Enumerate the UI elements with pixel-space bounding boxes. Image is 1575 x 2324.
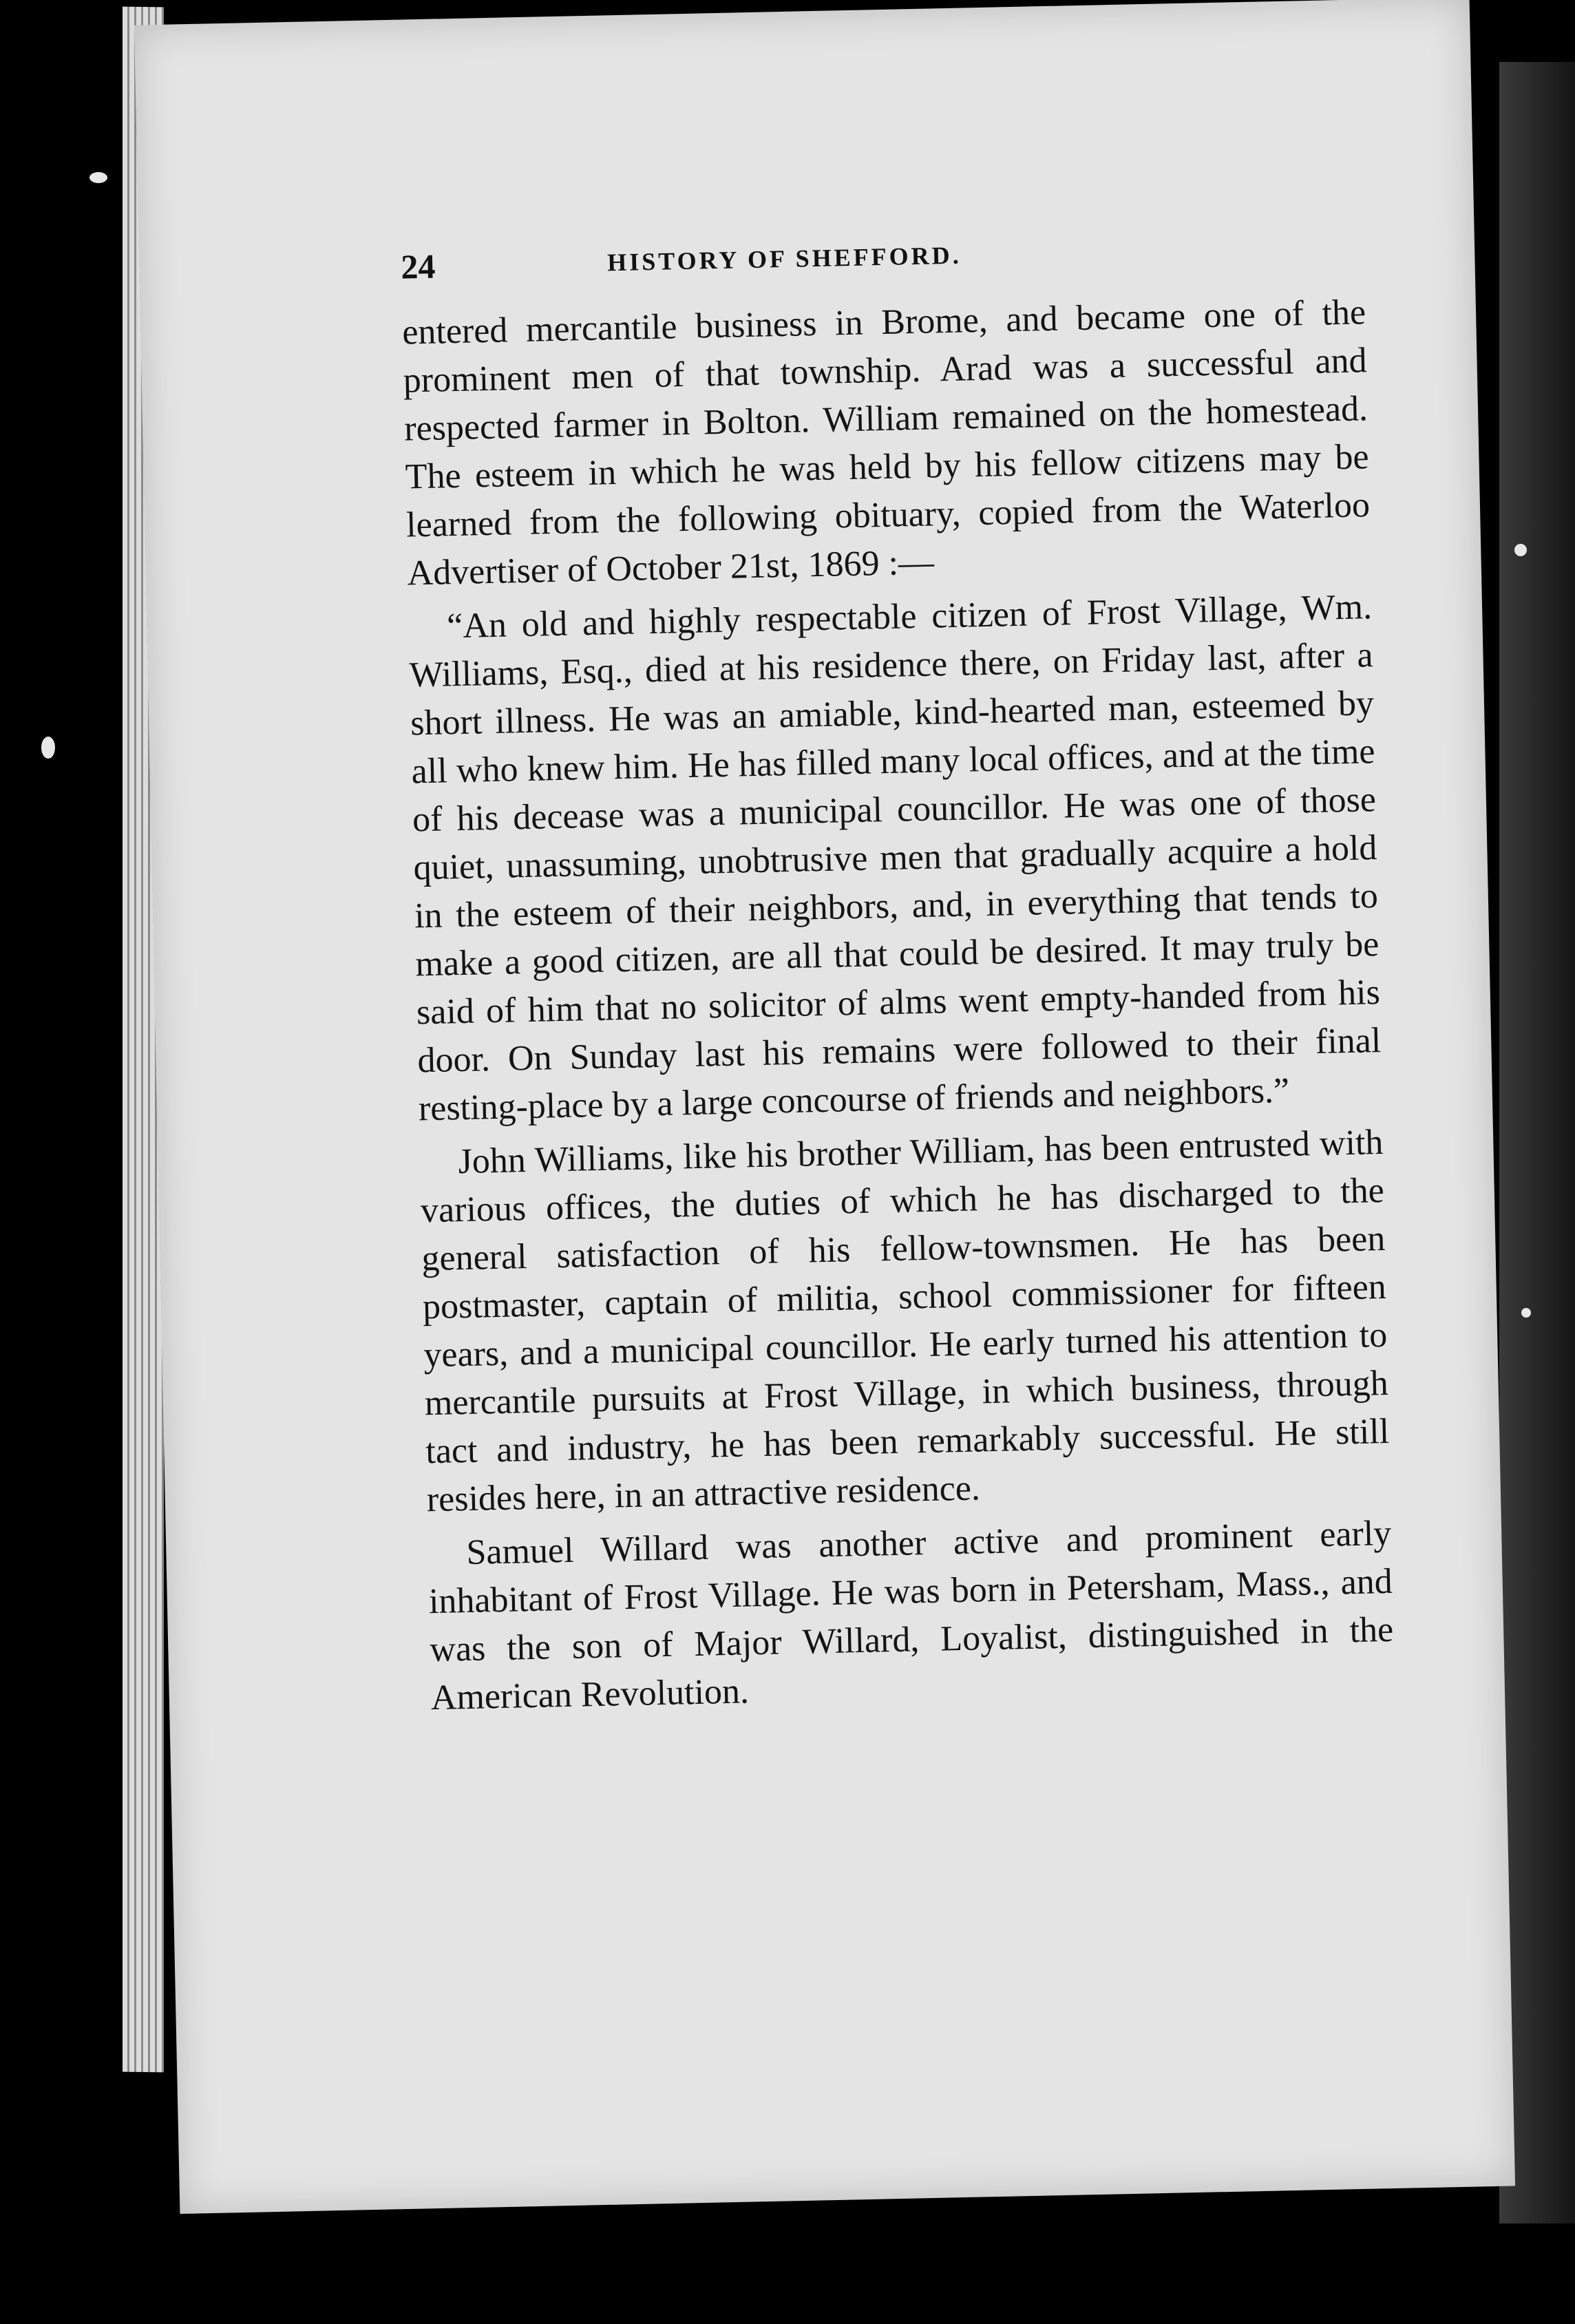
page-shadow bbox=[1499, 62, 1575, 2223]
dust-speck bbox=[89, 172, 107, 183]
dust-speck bbox=[1514, 544, 1527, 556]
dust-speck bbox=[1521, 1308, 1531, 1318]
paragraph-1: entered mercantile business in Brome, and became one of the prominent men of that township. Arad was a successful and respected farmer in Bolton. William remained on the homestead. The esteem in which he was held by his fellow citizens may be learned from the following obituary, copied from the Waterloo Advertiser of October 21st, 1869 :— bbox=[401, 293, 1371, 593]
running-head: HISTORY OF SHEFFORD. bbox=[606, 241, 962, 277]
body-text bbox=[402, 288, 1395, 1728]
paragraph-3: John Williams, like his brother William, has been entrusted with various offices, the duties of which he has discharged to the general satisfaction of his fellow-townsmen. He has been postmaster, captain of militia, school commissioner for fifteen years, and a municipal councillor. He early turned his attention to mercantile pursuits at Frost Village, in which business, through tact and industry, he has been remarkably successful. He still resides here, in an attractive residence. bbox=[420, 1123, 1390, 1520]
page-header bbox=[401, 226, 1365, 302]
page-number: 24 bbox=[400, 246, 436, 286]
paragraph-2-obituary-quote: “An old and highly respectable citizen of Frost Village, Wm. Williams, Esq., died at his residence there, on Friday last, after a short illness. He was an amiable, kind-hearted man, esteemed by all who knew him. He has filled many local offices, and at the time of his decease was a municipal councillor. He was one of those quiet, unassuming, unobtrusive men that gradually acquire a hold in the esteem of their neighbors, and, in everything that tends to make a good citizen, are all that could be desired. It may truly be said of him that no solicitor of alms went empty-handed from his door. On Sunday last his remains were followed to their final resting-place by a large concourse of friends and neighbors.” bbox=[409, 587, 1382, 1129]
dust-speck bbox=[41, 737, 55, 759]
paragraph-4: Samuel Willard was another active and prominent early inhabitant of Frost Village. He was born in Petersham, Mass., and was the son of Major Willard, Loyalist, distinguished in the American Revolution. bbox=[428, 1513, 1394, 1718]
book-page bbox=[134, 0, 1515, 2214]
